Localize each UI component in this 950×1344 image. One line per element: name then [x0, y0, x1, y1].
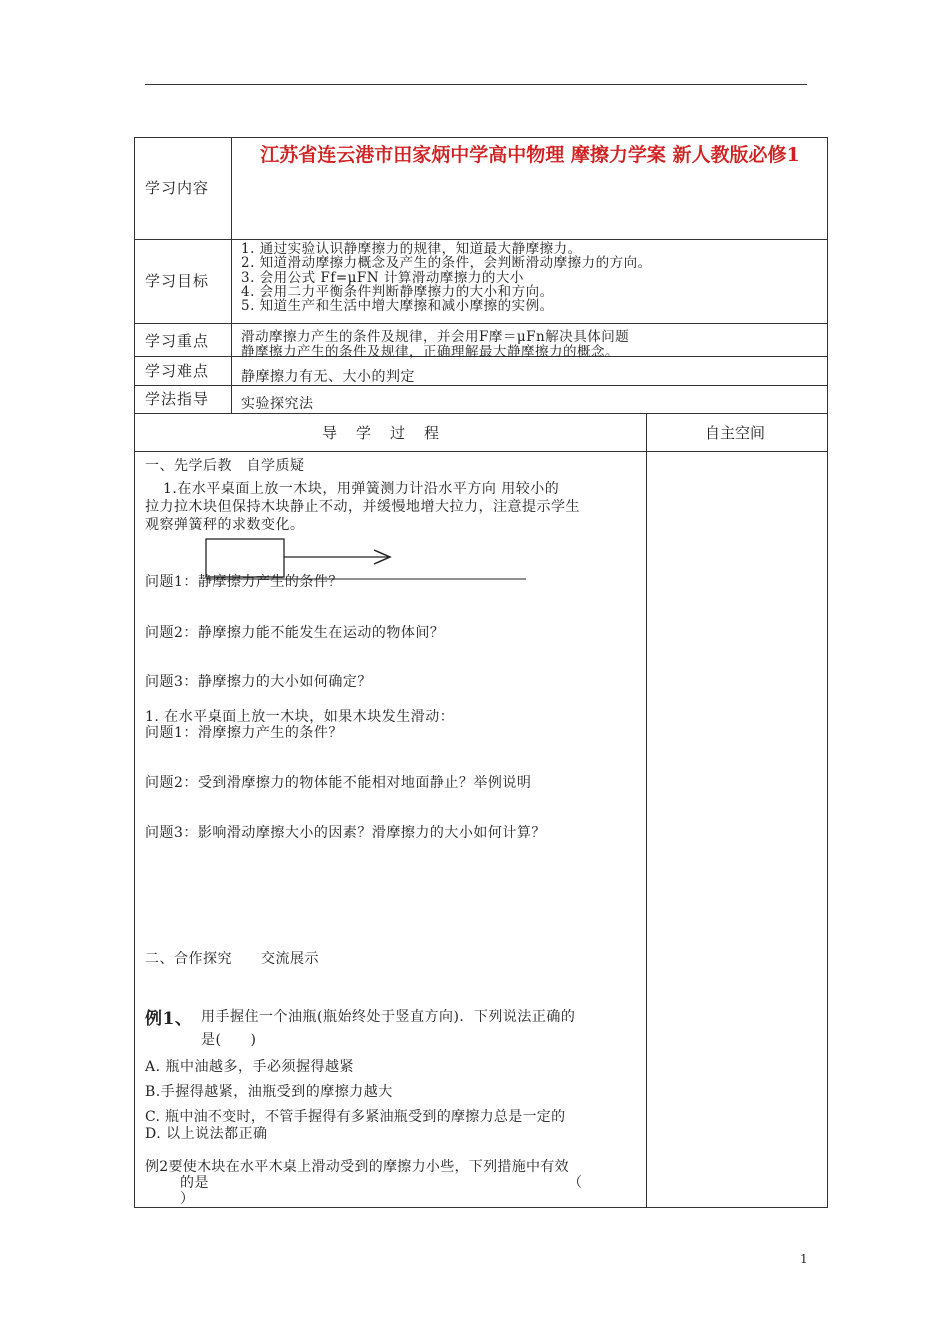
question: 问题3：静摩擦力的大小如何确定？ — [145, 674, 372, 690]
option-item: B.手握得越紧，油瓶受到的摩擦力越大 — [145, 1084, 393, 1100]
section-heading: 二、合作探究 交流展示 — [145, 951, 319, 967]
focus-label: 学习重点 — [145, 332, 210, 350]
goal-item: 3. 会用公式 Ff=μFN 计算滑动摩擦力的大小 — [241, 269, 524, 286]
col-divider — [231, 137, 232, 413]
goal-item: 5. 知道生产和生活中增大摩擦和减小摩擦的实例。 — [241, 298, 554, 315]
question: 问题1：滑摩擦力产生的条件？ — [145, 725, 343, 741]
row-divider — [134, 451, 828, 452]
page-number: 1 — [800, 1252, 808, 1266]
method-text: 实验探究法 — [241, 396, 314, 412]
example-text: 的是 — [180, 1175, 209, 1191]
option-item: D. 以上说法都正确 — [145, 1126, 268, 1142]
goal-item: 4. 会用二力平衡条件判断静摩擦力的大小和方向。 — [241, 283, 554, 300]
process-header: 导 学 过 程 — [322, 424, 442, 442]
header-rule — [145, 84, 807, 85]
col-divider — [646, 413, 647, 1208]
example-label: 例1、 — [145, 1009, 193, 1029]
intro-line: 1.在水平桌面上放一木块，用弹簧测力计沿水平方向 用较小的 — [163, 481, 560, 497]
row-divider — [134, 239, 828, 240]
page-title: 江苏省连云港市田家炳中学高中物理 摩擦力学案 新人教版必修1 — [260, 144, 800, 166]
method-label: 学法指导 — [145, 390, 210, 408]
difficulty-text: 静摩擦力有无、大小的判定 — [241, 369, 415, 385]
goal-item: 2. 知道滑动摩擦力概念及产生的条件，会判断滑动摩擦力的方向。 — [241, 255, 652, 272]
row-divider — [134, 323, 828, 324]
row-divider — [134, 413, 828, 414]
option-item: C. 瓶中油不变时，不管手握得有多紧油瓶受到的摩擦力总是一定的 — [145, 1109, 566, 1125]
question: 问题2：受到滑摩擦力的物体能不能相对地面静止？举例说明 — [145, 775, 532, 791]
row-divider — [134, 385, 828, 386]
focus-line: 滑动摩擦力产生的条件及规律，并会用F摩＝μFn解决具体问题 — [241, 329, 630, 345]
answer-paren: ） — [180, 1191, 195, 1207]
goals-label: 学习目标 — [145, 272, 210, 290]
question: 问题3：影响滑动摩擦大小的因素？滑摩擦力的大小如何计算？ — [145, 825, 546, 841]
option-item: A. 瓶中油越多，手必须握得越紧 — [145, 1059, 355, 1075]
example-text: 用手握住一个油瓶(瓶始终处于竖直方向)．下列说法正确的 — [201, 1009, 576, 1025]
question: 问题2：静摩擦力能不能发生在运动的物体间？ — [145, 625, 445, 641]
question: 问题1：静摩擦力产生的条件？ — [145, 574, 343, 590]
difficulty-label: 学习难点 — [145, 362, 210, 380]
slide-intro: 1. 在水平桌面上放一木块，如果木块发生滑动： — [145, 709, 455, 725]
content-label: 学习内容 — [145, 179, 210, 197]
example-text: 是( ) — [201, 1032, 257, 1048]
section-heading: 一、先学后教 自学质疑 — [145, 458, 305, 474]
intro-line: 拉力拉木块但保持木块静止不动，并缓慢地增大拉力，注意提示学生 — [145, 499, 580, 515]
goal-item: 1. 通过实验认识静摩擦力的规律，知道最大静摩擦力。 — [241, 241, 582, 257]
goals-list — [241, 242, 652, 313]
answer-paren: （ — [568, 1175, 583, 1191]
example-text: 例2要使木块在水平木桌上滑动受到的摩擦力小些，下列措施中有效 — [145, 1159, 569, 1175]
side-space-header: 自主空间 — [705, 424, 766, 442]
intro-line: 观察弹簧秤的求数变化。 — [145, 517, 305, 533]
focus-line: 静摩擦力产生的条件及规律，正确理解最大静摩擦力的概念。 — [241, 344, 619, 360]
